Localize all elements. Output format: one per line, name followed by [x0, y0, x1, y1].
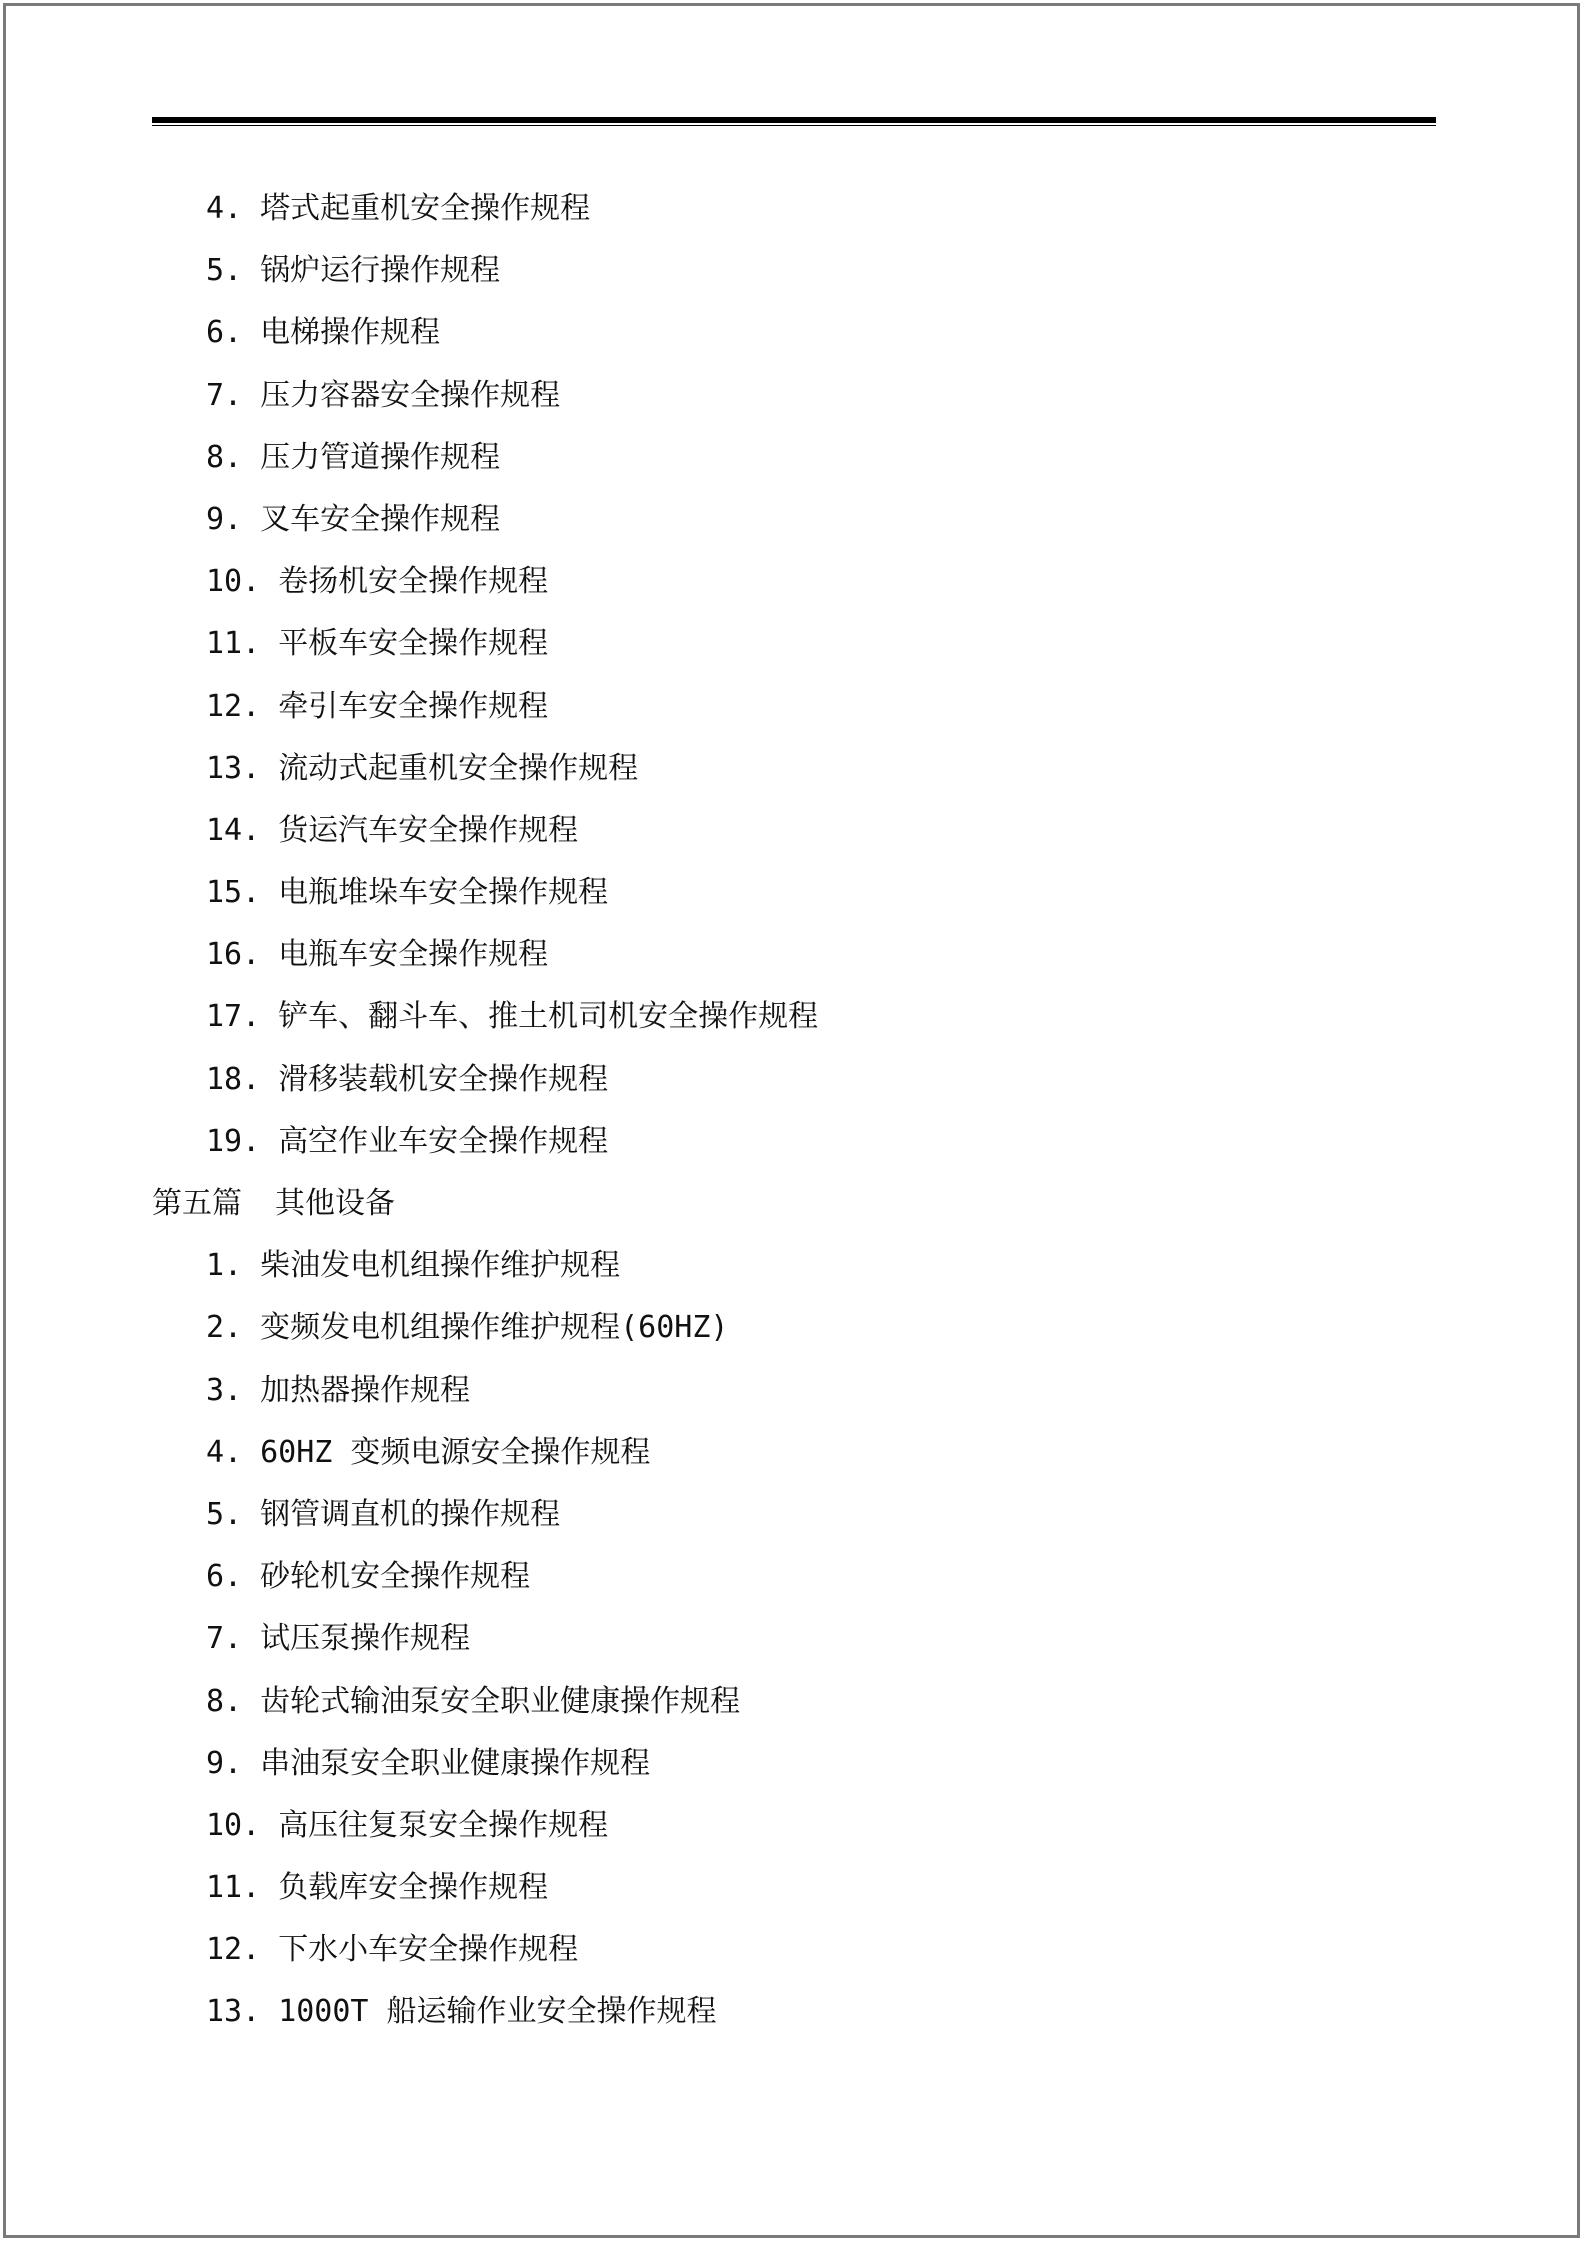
toc-item-title: 下水小车安全操作规程: [278, 1932, 579, 1968]
toc-item: [152, 613, 1402, 675]
toc-item-title: 砂轮机安全操作规程: [260, 1559, 531, 1595]
toc-item: [152, 427, 1402, 489]
toc-item-number: 9.: [206, 1745, 243, 1781]
toc-item-number: 15.: [206, 875, 261, 911]
toc-item-title: 滑移装载机安全操作规程: [278, 1061, 609, 1097]
toc-item: [152, 676, 1402, 738]
toc-item: [152, 1857, 1402, 1919]
toc-item-number: 10.: [206, 564, 261, 600]
toc-item-title: 压力管道操作规程: [260, 439, 501, 475]
toc-item-title: 电瓶车安全操作规程: [278, 937, 549, 973]
toc-item-number: 4.: [206, 191, 243, 226]
toc-item-title: 电梯操作规程: [260, 315, 441, 351]
toc-item: [152, 178, 1402, 240]
toc-item-title: 高压往复泵安全操作规程: [278, 1807, 609, 1843]
toc-item-title: 串油泵安全职业健康操作规程: [260, 1745, 651, 1781]
toc-item-number: 16.: [206, 937, 261, 973]
toc-item-title: 货运汽车安全操作规程: [278, 812, 579, 848]
toc-item-title: 钢管调直机的操作规程: [260, 1496, 561, 1532]
toc-item: [152, 1981, 1402, 2043]
toc-item-title: 高空作业车安全操作规程: [278, 1123, 609, 1159]
toc-item-number: 6.: [206, 315, 243, 351]
toc-item-number: 8.: [206, 1683, 243, 1719]
toc-section-title: 其他设备: [275, 1186, 395, 1221]
toc-item-title: 压力容器安全操作规程: [260, 377, 561, 413]
toc-item-title: 牵引车安全操作规程: [278, 688, 549, 724]
toc-item: [152, 1608, 1402, 1670]
toc-item-title: 变频发电机组操作维护规程(60HZ): [260, 1310, 729, 1346]
toc-item: [152, 1235, 1402, 1297]
toc-item-number: 19.: [206, 1123, 261, 1159]
toc-item-number: 11.: [206, 626, 261, 662]
toc-item: [152, 862, 1402, 924]
toc-item-number: 4.: [206, 1434, 243, 1470]
toc-item: [152, 1049, 1402, 1111]
toc-item-title: 加热器操作规程: [260, 1372, 471, 1408]
toc-item: [152, 240, 1402, 302]
toc-item: [152, 551, 1402, 613]
toc-section-heading: [152, 1173, 1402, 1235]
toc-item: [152, 1422, 1402, 1484]
toc-item-number: 11.: [206, 1870, 261, 1906]
toc-item-number: 7.: [206, 1621, 243, 1657]
toc-item-number: 18.: [206, 1061, 261, 1097]
toc-item: [152, 1111, 1402, 1173]
table-of-contents: [152, 178, 1402, 2044]
toc-item-title: 试压泵操作规程: [260, 1621, 471, 1657]
toc-item-title: 塔式起重机安全操作规程: [260, 191, 591, 226]
toc-item-title: 60HZ 变频电源安全操作规程: [260, 1434, 651, 1470]
toc-item: [152, 1795, 1402, 1857]
toc-item-title: 铲车、翻斗车、推土机司机安全操作规程: [278, 999, 819, 1035]
toc-item: [152, 986, 1402, 1048]
toc-item-title: 叉车安全操作规程: [260, 501, 501, 537]
toc-item-title: 平板车安全操作规程: [278, 626, 549, 662]
toc-item-number: 3.: [206, 1372, 243, 1408]
toc-item-number: 7.: [206, 377, 243, 413]
toc-section-number: 第五篇: [152, 1186, 242, 1221]
toc-item: [152, 489, 1402, 551]
toc-item-number: 13.: [206, 750, 261, 786]
toc-item: [152, 1733, 1402, 1795]
toc-item-number: 12.: [206, 688, 261, 724]
toc-item-number: 12.: [206, 1932, 261, 1968]
toc-item-title: 负载库安全操作规程: [278, 1870, 549, 1906]
toc-item: [152, 800, 1402, 862]
toc-item-title: 锅炉运行操作规程: [260, 253, 501, 289]
toc-item-title: 电瓶堆垛车安全操作规程: [278, 875, 609, 911]
toc-item: [152, 1919, 1402, 1981]
toc-item: [152, 1360, 1402, 1422]
toc-item-number: 1.: [206, 1248, 243, 1284]
toc-item-number: 6.: [206, 1559, 243, 1595]
toc-item-number: 14.: [206, 812, 261, 848]
toc-item-number: 9.: [206, 501, 243, 537]
header-rule: [152, 117, 1436, 126]
toc-item-title: 流动式起重机安全操作规程: [278, 750, 639, 786]
toc-item-number: 10.: [206, 1807, 261, 1843]
toc-item-number: 5.: [206, 1496, 243, 1532]
toc-item: [152, 924, 1402, 986]
toc-item-title: 柴油发电机组操作维护规程: [260, 1248, 621, 1284]
toc-item-title: 1000T 船运输作业安全操作规程: [278, 1994, 717, 2030]
toc-item: [152, 1297, 1402, 1359]
toc-item: [152, 1546, 1402, 1608]
toc-item-title: 齿轮式输油泵安全职业健康操作规程: [260, 1683, 741, 1719]
toc-item: [152, 738, 1402, 800]
toc-item-number: 8.: [206, 439, 243, 475]
toc-item: [152, 365, 1402, 427]
toc-item-number: 2.: [206, 1310, 243, 1346]
toc-item: [152, 1671, 1402, 1733]
toc-item: [152, 1484, 1402, 1546]
toc-item-number: 5.: [206, 253, 243, 289]
toc-item: [152, 302, 1402, 364]
toc-item-number: 17.: [206, 999, 261, 1035]
toc-item-title: 卷扬机安全操作规程: [278, 564, 549, 600]
toc-item-number: 13.: [206, 1994, 261, 2030]
